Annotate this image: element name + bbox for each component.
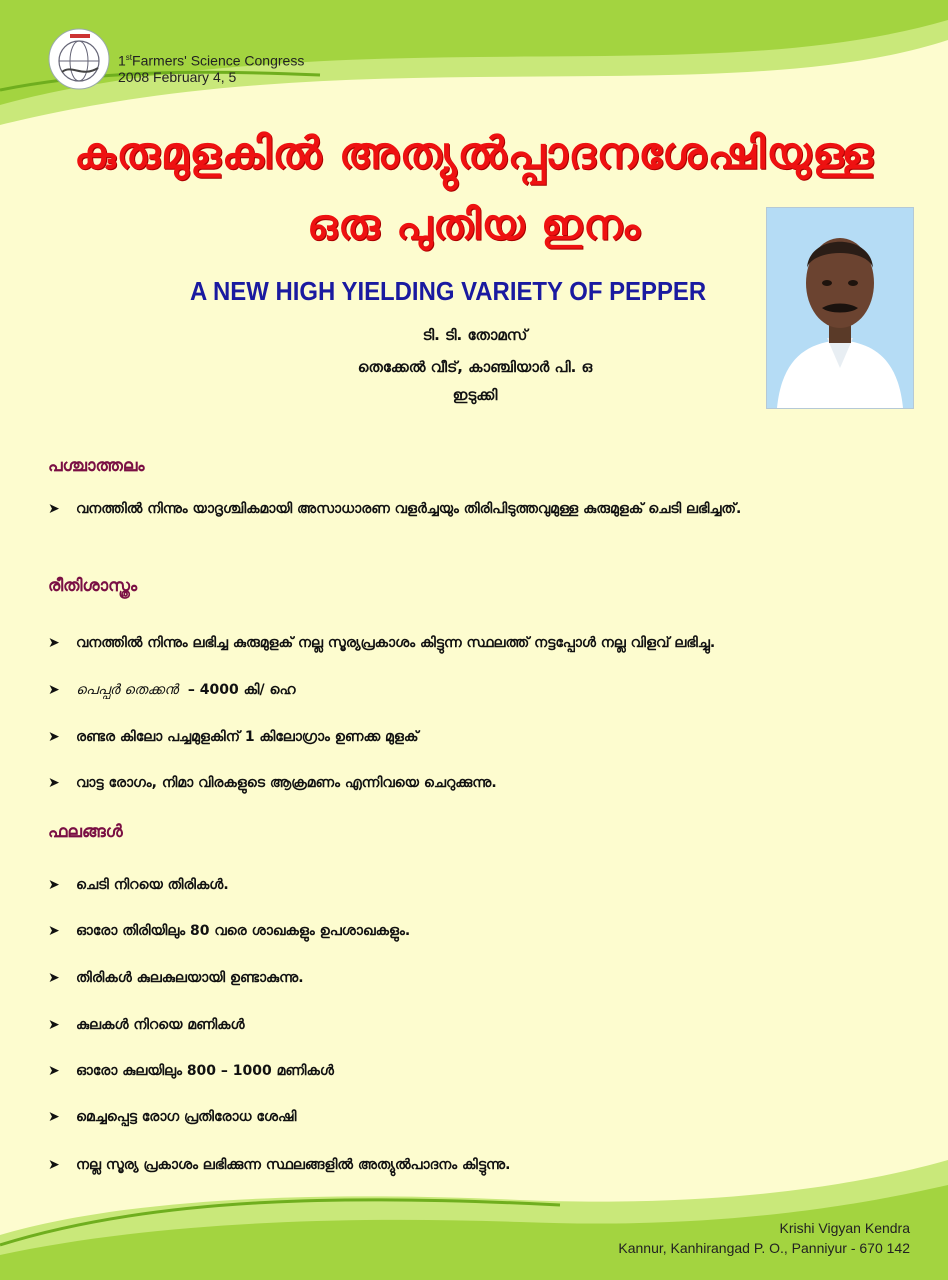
congress-info [118, 50, 304, 85]
footer-org-address: Kannur, Kanhirangad P. O., Panniyur - 670 142 [618, 1240, 910, 1256]
arrow-bullet-icon: ➤ [48, 775, 60, 791]
list-item [48, 1012, 898, 1038]
congress-name: Farmers' Science Congress [132, 52, 305, 69]
list-item [48, 965, 898, 991]
section-heading-background: പശ്ചാത്തലം [48, 456, 145, 476]
arrow-bullet-icon: ➤ [48, 970, 60, 986]
footer-organization [618, 1218, 910, 1258]
list-item [48, 496, 898, 522]
list-item [48, 1104, 898, 1130]
arrow-bullet-icon: ➤ [48, 1109, 60, 1125]
congress-date: 2008 February 4, 5 [118, 68, 237, 85]
author-photo [766, 207, 914, 409]
list-item-text: വാട്ട രോഗം, നിമാ വിരകളുടെ ആക്രമണം എന്നിവയെ ചെറുക്കുന്നു. [76, 775, 497, 791]
list-item-text: ഓരോ കുലയിലും 800 – 1000 മണികൾ [76, 1063, 334, 1079]
list-item-text: തിരികൾ കുലകുലയായി ഉണ്ടാകുന്നു. [76, 970, 304, 986]
section-heading-results: ഫലങ്ങൾ [48, 822, 123, 842]
list-item-text: നല്ല സൂര്യ പ്രകാശം ലഭിക്കുന്ന സ്ഥലങ്ങളിൽ അത്യുൽപാദനം കിട്ടുന്നു. [76, 1157, 511, 1173]
author-place: ഇടുക്കി [452, 386, 498, 404]
arrow-bullet-icon: ➤ [48, 682, 60, 698]
arrow-bullet-icon: ➤ [48, 501, 60, 517]
malayalam-title-line2: ഒരു പുതിയ ഇനം [307, 200, 641, 249]
list-item [48, 770, 898, 796]
arrow-bullet-icon: ➤ [48, 1017, 60, 1033]
author-address: തെക്കേൽ വീട്, കാഞ്ചിയാർ പി. ഒ [357, 358, 593, 376]
arrow-bullet-icon: ➤ [48, 1157, 60, 1173]
list-item-text: വനത്തിൽ നിന്നും യാദൃശ്ചികമായി അസാധാരണ വളർച്ചയും തിരിപിടുത്തവുമുള്ള കുരുമുളക് ചെടി ലഭിച്ചത്. [76, 501, 742, 517]
list-item [48, 1058, 898, 1084]
list-item-text: രണ്ടര കിലോ പച്ചമുളകിന് 1 കിലോഗ്രാം ഉണക്ക മുളക് [76, 729, 419, 745]
author-name: ടി. ടി. തോമസ് [422, 326, 528, 344]
congress-ordinal: 1 [118, 52, 126, 69]
list-item [48, 677, 898, 703]
list-item-text: കുലകൾ നിറയെ മണികൾ [76, 1017, 245, 1033]
list-item [48, 1152, 898, 1178]
list-item [48, 724, 898, 750]
list-item-text: മെച്ചപ്പെട്ട രോഗ പ്രതിരോധ ശേഷി [76, 1109, 297, 1125]
list-item-text: ഓരോ തിരിയിലും 80 വരെ ശാഖകളും ഉപശാഖകളും. [76, 923, 411, 939]
footer-org-name: Krishi Vigyan Kendra [779, 1220, 910, 1236]
section-heading-method: രീതിശാസ്ത്രം [48, 576, 138, 596]
arrow-bullet-icon: ➤ [48, 729, 60, 745]
congress-globe-logo [48, 28, 110, 90]
list-item [48, 872, 898, 898]
variety-name: പെപ്പർ തെക്കൻ [76, 682, 179, 698]
congress-ordinal-suffix: st [125, 53, 133, 62]
arrow-bullet-icon: ➤ [48, 635, 60, 651]
arrow-bullet-icon: ➤ [48, 1063, 60, 1079]
list-item [48, 630, 898, 656]
list-item-text: വനത്തിൽ നിന്നും ലഭിച്ച കുരുമുളക് നല്ല സൂര്യപ്രകാശം കിട്ടുന്ന സ്ഥലത്ത് നട്ടപ്പോൾ നല്ല വിളവ് ലഭിച്ചു. [76, 635, 716, 651]
arrow-bullet-icon: ➤ [48, 923, 60, 939]
list-item [48, 918, 898, 944]
malayalam-title-line1: കുരുമുളകിൽ അത്യുൽപ്പാദനശേഷിയുള്ള [74, 128, 874, 179]
english-title: A NEW HIGH YIELDING VARIETY OF PEPPER [190, 276, 707, 306]
congress-line1 [118, 50, 304, 69]
arrow-bullet-icon: ➤ [48, 877, 60, 893]
variety-yield: – 4000 കി/ ഹെ [187, 682, 296, 698]
list-item-text: ചെടി നിറയെ തിരികൾ. [76, 877, 229, 893]
